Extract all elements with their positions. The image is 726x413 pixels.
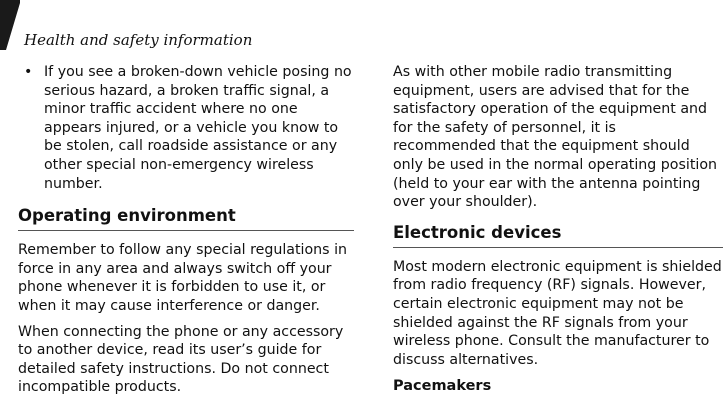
- paragraph: When connecting the phone or any accessory to another device, read its user’s guide for detailed safety instructions. Do not connect incompatible products.: [18, 323, 344, 396]
- left-column: [18, 63, 354, 404]
- section-heading-electronic-devices: Electronic devices: [393, 223, 723, 248]
- bullet-icon: •: [24, 64, 33, 80]
- section-heading-operating-environment: Operating environment: [18, 206, 354, 231]
- header-accent-bar: [0, 0, 20, 50]
- bullet-text: If you see a broken-down vehicle posing no serious hazard, a broken traffic signal, a minor traffic accident where no one appears injured, or a vehicle you know to be stolen, call roadside assistance or any other special non-emergency wireless number.: [44, 64, 352, 192]
- page-header-title: Health and safety information: [24, 31, 253, 49]
- right-column: [393, 63, 723, 396]
- paragraph: Most modern electronic equipment is shielded from radio frequency (RF) signals. However, certain electronic equipment may not be shielded against the RF signals from your wireless phone. Consult the manufacturer to discuss alternatives.: [393, 258, 722, 368]
- paragraph: Remember to follow any special regulations in force in any area and always switch off your phone whenever it is forbidden to use it, or when it may cause interference or danger.: [18, 242, 347, 314]
- list-item: [18, 63, 354, 193]
- subheading-pacemakers: Pacemakers: [393, 378, 492, 395]
- paragraph: As with other mobile radio transmitting equipment, users are advised that for the satisfactory operation of the equipment and for the safety of personnel, it is recommended that the equipment should only be used in the normal operating position (held to your ear with the antenna pointing over your shoulder).: [393, 64, 717, 211]
